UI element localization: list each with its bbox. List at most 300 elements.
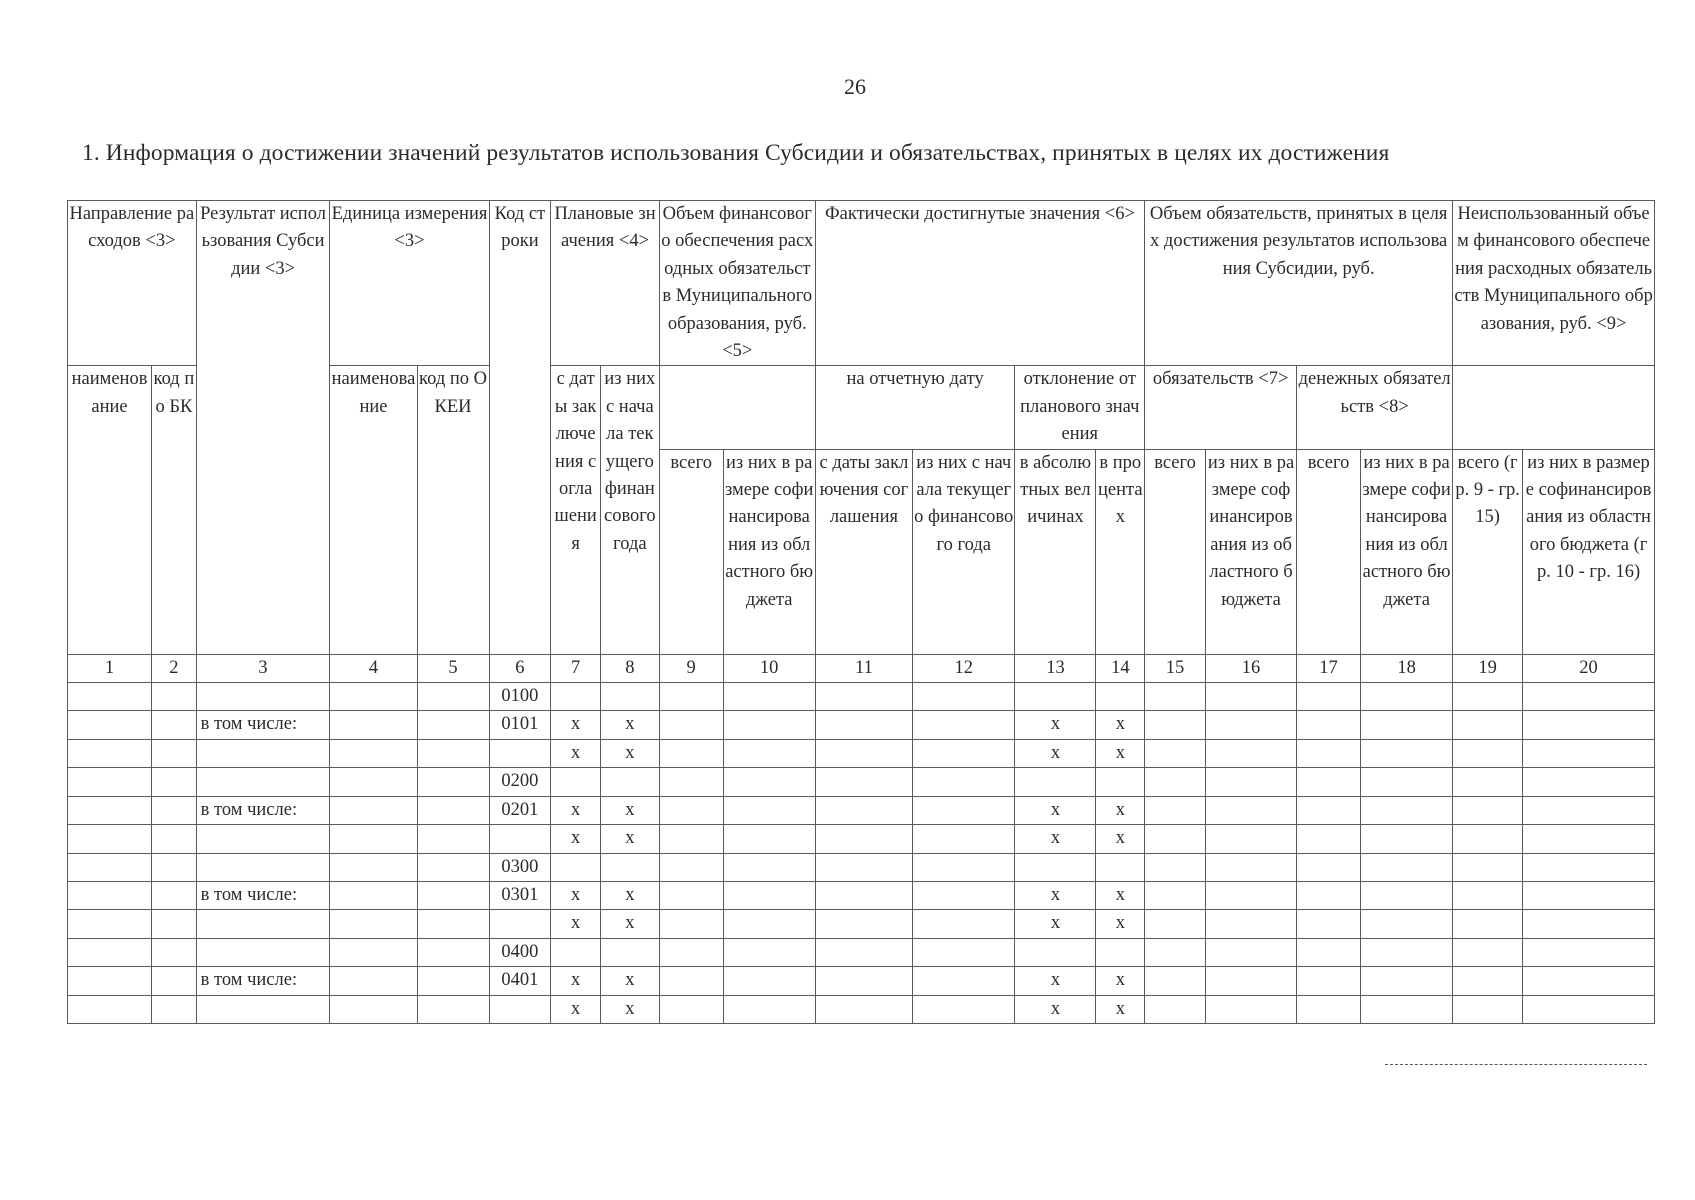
table-cell [1297,739,1361,767]
table-cell [1297,768,1361,796]
header-col19-vsego: всего (гр. 9 - гр. 15) [1453,449,1523,654]
table-cell [723,995,815,1023]
table-cell [152,768,197,796]
table-cell [1360,938,1452,966]
table-cell [1096,853,1145,881]
table-cell [659,881,723,909]
table-cell [913,995,1015,1023]
column-numbers-row [68,654,1655,682]
table-cell [1015,768,1096,796]
header-col11-s-daty: с даты заключения соглашения [815,449,912,654]
header-kod-okei: код по ОКЕИ [417,366,489,654]
row-label [196,910,330,938]
header-denezhnyh: денежных обязательств <8> [1297,366,1453,449]
table-cell [551,853,601,881]
table-cell [600,853,659,881]
table-cell [815,967,912,995]
header-naimenovanie-ed: наименование [330,366,417,654]
header-kod-bk: код по БК [152,366,197,654]
table-cell [330,938,417,966]
table-cell [723,910,815,938]
table-row [68,768,1655,796]
table-cell [1205,995,1296,1023]
table-cell [659,967,723,995]
row-code [489,910,551,938]
not-applicable-mark: x [600,910,659,938]
header-col10-sofin: из них в размере софинансирования из областного бюджета [723,449,815,654]
header-obyazatelstv: обязательств <7> [1145,366,1297,449]
row-code [489,739,551,767]
table-cell [1015,938,1096,966]
header-fakt: Фактически достигнутые значения <6> [815,201,1144,366]
column-number: 3 [196,654,330,682]
table-cell [1205,910,1296,938]
table-cell [1360,881,1452,909]
table-cell [600,683,659,711]
table-cell [815,768,912,796]
table-cell [1145,796,1206,824]
not-applicable-mark: x [1015,995,1096,1023]
table-cell [659,853,723,881]
table-cell [1453,967,1523,995]
table-row [68,853,1655,881]
table-cell [68,853,152,881]
table-cell [1205,938,1296,966]
column-number: 20 [1523,654,1655,682]
table-cell [913,739,1015,767]
table-cell [330,853,417,881]
table-cell [417,853,489,881]
table-cell [1145,967,1206,995]
not-applicable-mark: x [551,910,601,938]
not-applicable-mark: x [600,881,659,909]
not-applicable-mark: x [551,796,601,824]
table-cell [659,938,723,966]
table-cell [1523,938,1655,966]
not-applicable-mark: x [1096,711,1145,739]
not-applicable-mark: x [551,881,601,909]
row-code: 0101 [489,711,551,739]
not-applicable-mark: x [551,825,601,853]
header-col14-procent: в процентах [1096,449,1145,654]
table-cell [330,825,417,853]
table-cell [659,739,723,767]
table-cell [1453,768,1523,796]
table-cell [330,910,417,938]
table-cell [1453,739,1523,767]
table-row [68,711,1655,739]
table-cell [1523,768,1655,796]
row-label: в том числе: [196,796,330,824]
table-cell [1453,881,1523,909]
table-cell [1205,825,1296,853]
column-number: 12 [913,654,1015,682]
row-code: 0401 [489,967,551,995]
table-cell [815,881,912,909]
table-cell [913,938,1015,966]
table-cell [1297,853,1361,881]
table-cell [417,768,489,796]
table-cell [152,711,197,739]
table-cell [68,910,152,938]
table-cell [417,910,489,938]
table-cell [1145,910,1206,938]
table-row [68,825,1655,853]
not-applicable-mark: x [551,995,601,1023]
header-kod-stroki: Код строки [489,201,551,655]
table-cell [152,967,197,995]
table-cell [152,683,197,711]
table-cell [1205,683,1296,711]
table-cell [600,768,659,796]
header-col20-sofin: из них в размере софинансирования из областного бюджета (гр. 10 - гр. 16) [1523,449,1655,654]
table-cell [659,796,723,824]
row-code [489,995,551,1023]
header-obem-obyaz: Объем обязательств, принятых в целях достижения результатов использования Субсидии, руб. [1145,201,1453,366]
table-cell [1297,938,1361,966]
column-number: 1 [68,654,152,682]
table-cell [1453,683,1523,711]
not-applicable-mark: x [600,825,659,853]
table-cell [417,881,489,909]
table-cell [417,683,489,711]
header-obem-fin: Объем финансового обеспечения расходных обязательств Муниципального образования, руб. <5> [659,201,815,366]
table-cell [152,739,197,767]
table-cell [1145,683,1206,711]
not-applicable-mark: x [600,796,659,824]
not-applicable-mark: x [1015,796,1096,824]
not-applicable-mark: x [1015,825,1096,853]
header-rezultat: Результат использования Субсидии <3> [196,201,330,655]
not-applicable-mark: x [1096,739,1145,767]
header-col18-sofin: из них в размере софинансирования из областного бюджета [1360,449,1452,654]
not-applicable-mark: x [1096,825,1145,853]
table-cell [1096,768,1145,796]
table-cell [723,853,815,881]
table-cell [1297,967,1361,995]
table-cell [723,938,815,966]
column-number: 19 [1453,654,1523,682]
table-cell [815,796,912,824]
column-number: 15 [1145,654,1206,682]
table-cell [815,910,912,938]
table-cell [1297,995,1361,1023]
table-cell [68,881,152,909]
not-applicable-mark: x [1096,910,1145,938]
table-cell [815,938,912,966]
table-cell [1453,910,1523,938]
table-cell [330,768,417,796]
column-number: 14 [1096,654,1145,682]
row-label [196,938,330,966]
table-cell [1205,739,1296,767]
table-row [68,938,1655,966]
table-cell [815,995,912,1023]
table-cell [913,683,1015,711]
table-cell [1205,881,1296,909]
table-cell [152,796,197,824]
header-neisp: Неиспользованный объем финансового обеспечения расходных обязательств Муниципального образования, руб. <9> [1453,201,1655,366]
table-cell [1523,853,1655,881]
table-cell [68,796,152,824]
table-cell [913,853,1015,881]
table-cell [815,853,912,881]
table-cell [723,881,815,909]
table-cell [1145,938,1206,966]
table-cell [913,796,1015,824]
not-applicable-mark: x [1096,995,1145,1023]
table-cell [659,995,723,1023]
header-na-otchetnuyu-datu: на отчетную дату [815,366,1015,449]
header-naimenovanie-napr: наименование [68,366,152,654]
table-cell [1453,938,1523,966]
table-cell [551,683,601,711]
row-code: 0300 [489,853,551,881]
table-cell [1523,881,1655,909]
table-cell [659,910,723,938]
footnote-separator [1385,1064,1647,1065]
table-cell [1360,796,1452,824]
not-applicable-mark: x [551,711,601,739]
header-col17-vsego: всего [1297,449,1361,654]
table-cell [1523,711,1655,739]
table-cell [152,910,197,938]
table-cell [1360,825,1452,853]
table-cell [1360,967,1452,995]
column-number: 8 [600,654,659,682]
row-code: 0301 [489,881,551,909]
row-label [196,995,330,1023]
table-cell [723,967,815,995]
table-cell [1297,910,1361,938]
table-cell [1096,938,1145,966]
row-label [196,683,330,711]
row-label: в том числе: [196,881,330,909]
table-cell [1360,768,1452,796]
column-number: 11 [815,654,912,682]
table-cell [330,796,417,824]
table-cell [1453,853,1523,881]
not-applicable-mark: x [1015,711,1096,739]
table-cell [1205,796,1296,824]
table-cell [68,825,152,853]
not-applicable-mark: x [1015,910,1096,938]
table-cell [1297,683,1361,711]
not-applicable-mark: x [1015,967,1096,995]
table-cell [815,739,912,767]
table-cell [330,739,417,767]
row-label [196,825,330,853]
not-applicable-mark: x [1096,881,1145,909]
not-applicable-mark: x [600,739,659,767]
table-cell [723,711,815,739]
table-cell [815,825,912,853]
table-row [68,995,1655,1023]
header-edinica: Единица измерения <3> [330,201,489,366]
table-cell [330,995,417,1023]
table-cell [913,711,1015,739]
table-cell [723,683,815,711]
table-cell [659,768,723,796]
table-row [68,739,1655,767]
not-applicable-mark: x [1096,967,1145,995]
header-planovye: Плановые значения <4> [551,201,659,366]
report-title: 1. Информация о достижении значений результатов использования Субсидии и обязательствах, принятых в целях их достижения [82,140,1390,166]
not-applicable-mark: x [551,739,601,767]
table-body [68,683,1655,1024]
table-cell [1145,825,1206,853]
table-row [68,910,1655,938]
table-cell [913,910,1015,938]
header-col12-iz-nih: из них с начала текущего финансового года [913,449,1015,654]
table-cell [723,825,815,853]
table-cell [1360,853,1452,881]
table-cell [152,995,197,1023]
table-cell [1145,995,1206,1023]
table-cell [417,995,489,1023]
table-cell [1453,995,1523,1023]
table-cell [659,711,723,739]
table-cell [723,796,815,824]
table-cell [913,881,1015,909]
table-cell [1297,825,1361,853]
table-cell [815,711,912,739]
header-col16-sofin: из них в размере софинансирования из областного бюджета [1205,449,1296,654]
not-applicable-mark: x [551,967,601,995]
table-cell [1453,796,1523,824]
header-napravlenie: Направление расходов <3> [68,201,197,366]
column-number: 16 [1205,654,1296,682]
table-cell [330,711,417,739]
table-cell [417,796,489,824]
table-cell [1523,910,1655,938]
table-cell [551,768,601,796]
table-cell [1015,683,1096,711]
not-applicable-mark: x [600,711,659,739]
header-neisp-sub [1453,366,1655,449]
page-number: 26 [844,74,866,99]
column-number: 7 [551,654,601,682]
table-cell [659,683,723,711]
table-cell [1360,910,1452,938]
column-number: 4 [330,654,417,682]
table-cell [1523,995,1655,1023]
table-cell [723,768,815,796]
table-cell [551,938,601,966]
row-code: 0100 [489,683,551,711]
row-label: в том числе: [196,711,330,739]
table-cell [1523,825,1655,853]
table-cell [1297,881,1361,909]
column-number: 5 [417,654,489,682]
table-cell [152,825,197,853]
header-col13-absolyut: в абсолютных величинах [1015,449,1096,654]
table-cell [1523,683,1655,711]
column-number: 13 [1015,654,1096,682]
header-obem-fin-sub [659,366,815,449]
table-cell [913,967,1015,995]
row-label [196,739,330,767]
header-col9-vsego: всего [659,449,723,654]
table-cell [815,683,912,711]
row-code: 0201 [489,796,551,824]
table-cell [600,938,659,966]
table-cell [68,768,152,796]
table-cell [1145,853,1206,881]
row-code: 0200 [489,768,551,796]
table-cell [417,711,489,739]
header-plan-iz-nih: из них с начала текущего финансового года [600,366,659,654]
column-number: 6 [489,654,551,682]
row-code: 0400 [489,938,551,966]
table-cell [723,739,815,767]
table-cell [68,995,152,1023]
table-cell [1145,768,1206,796]
table-cell [1205,711,1296,739]
row-label [196,853,330,881]
table-cell [68,739,152,767]
table-cell [1205,967,1296,995]
table-cell [913,825,1015,853]
column-number: 17 [1297,654,1361,682]
table-cell [68,967,152,995]
table-cell [1096,683,1145,711]
table-cell [330,683,417,711]
header-col15-vsego: всего [1145,449,1206,654]
table-cell [1205,768,1296,796]
table-cell [1145,711,1206,739]
table-row [68,881,1655,909]
column-number: 10 [723,654,815,682]
table-cell [330,967,417,995]
header-otklonenie: отклонение от планового значения [1015,366,1145,449]
table-cell [152,853,197,881]
table-cell [1453,711,1523,739]
column-number: 9 [659,654,723,682]
column-number: 2 [152,654,197,682]
table-cell [1297,796,1361,824]
table-cell [1360,683,1452,711]
table-cell [1523,967,1655,995]
not-applicable-mark: x [1015,881,1096,909]
table-cell [1205,853,1296,881]
table-cell [152,881,197,909]
table-cell [417,967,489,995]
table-row [68,796,1655,824]
table-cell [913,768,1015,796]
table-cell [68,711,152,739]
not-applicable-mark: x [1015,739,1096,767]
table-cell [1145,881,1206,909]
table-cell [1145,739,1206,767]
table-cell [330,881,417,909]
table-cell [1297,711,1361,739]
row-label [196,768,330,796]
table-cell [1360,711,1452,739]
table-cell [417,739,489,767]
table-cell [417,938,489,966]
report-table [67,200,1655,1024]
table-cell [68,683,152,711]
not-applicable-mark: x [600,995,659,1023]
table-cell [68,938,152,966]
table-row [68,967,1655,995]
column-number: 18 [1360,654,1452,682]
table-cell [1523,796,1655,824]
table-cell [152,938,197,966]
table-row [68,683,1655,711]
table-cell [1360,739,1452,767]
